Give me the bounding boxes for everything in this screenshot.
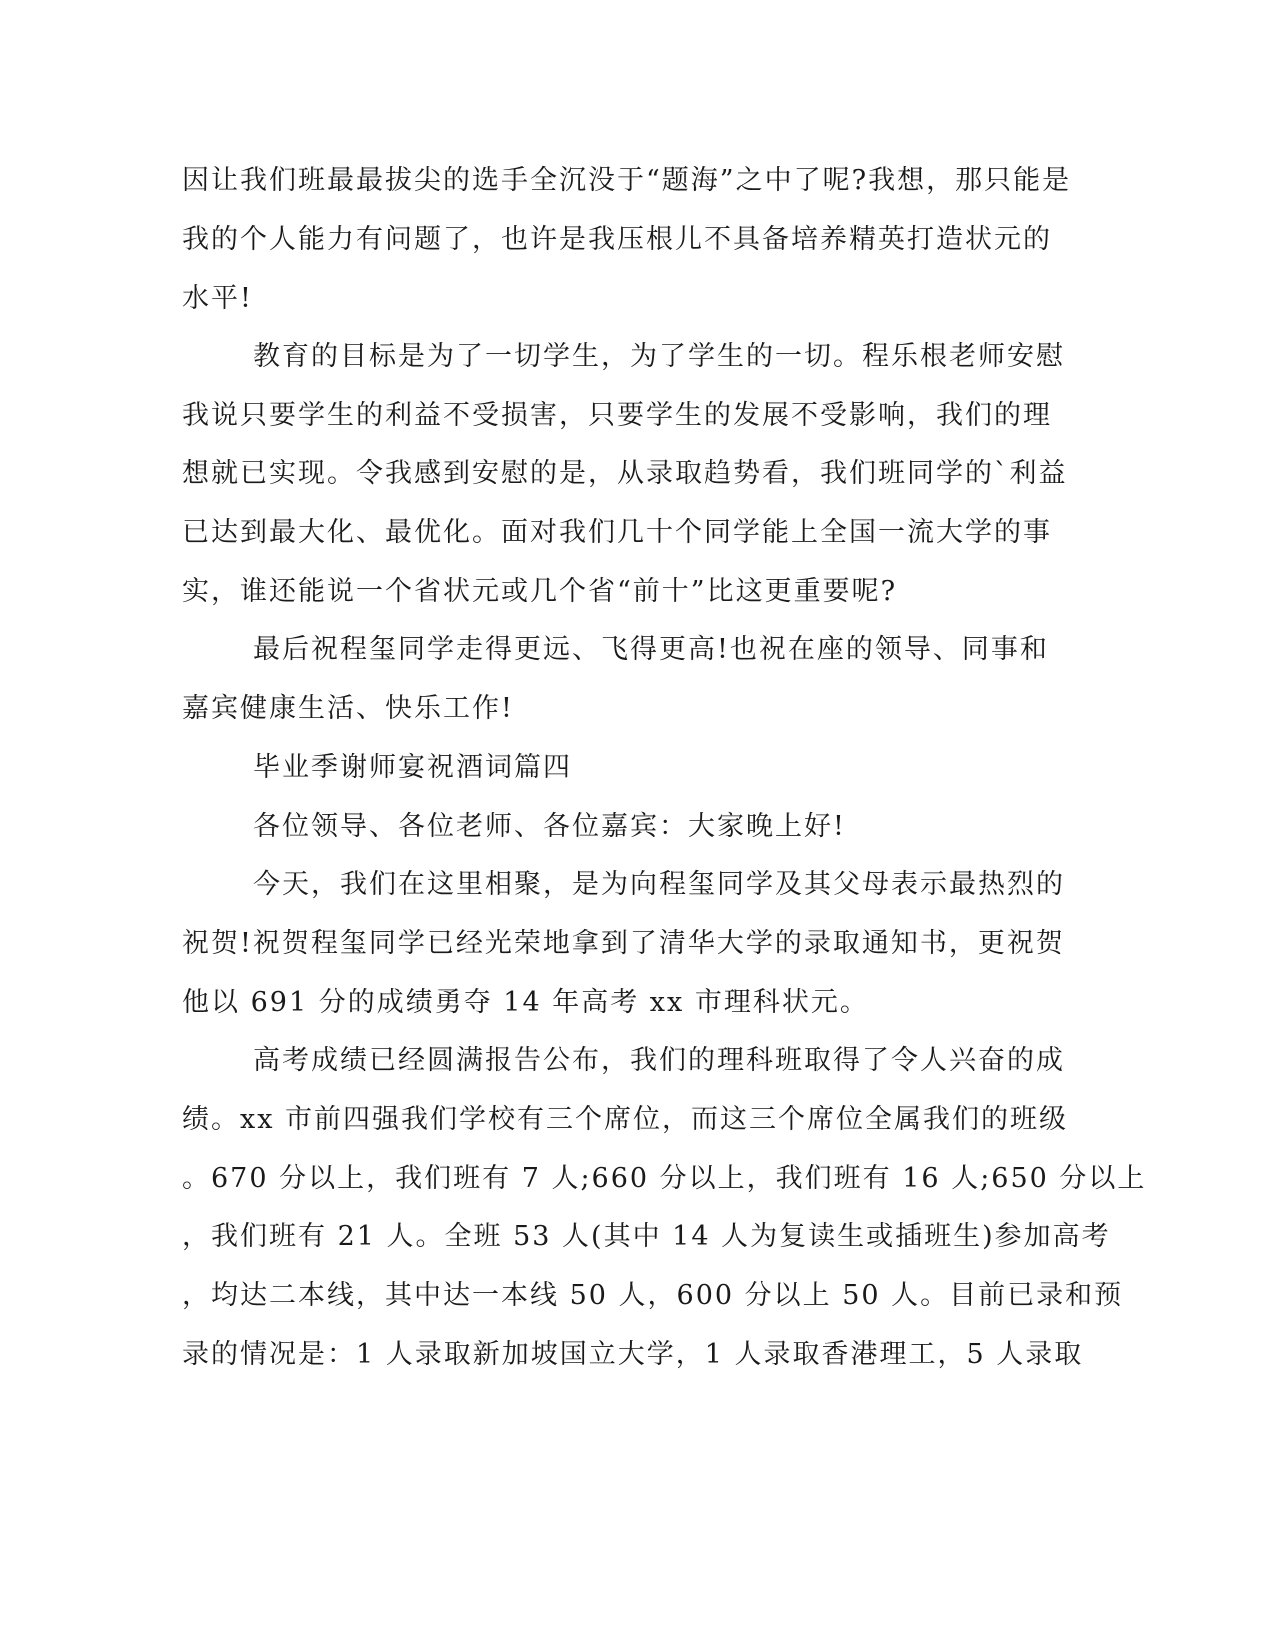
- body-text-line: 最后祝程玺同学走得更远、飞得更高!也祝在座的领导、同事和: [253, 634, 1049, 665]
- body-text-line: 高考成绩已经圆满报告公布，我们的理科班取得了令人兴奋的成: [253, 1045, 1065, 1076]
- body-text-line: 我的个人能力有问题了，也许是我压根儿不具备培养精英打造状元的: [182, 224, 1052, 255]
- body-text-line: 因让我们班最最拔尖的选手全沉没于“题海”之中了呢?我想，那只能是: [182, 165, 1072, 196]
- body-text-line: 。670 分以上，我们班有 7 人;660 分以上，我们班有 16 人;650 分以上: [182, 1163, 1147, 1194]
- body-text-line: 教育的目标是为了一切学生，为了学生的一切。程乐根老师安慰: [253, 341, 1065, 372]
- body-text-line: 我说只要学生的利益不受损害，只要学生的发展不受影响，我们的理: [182, 400, 1052, 431]
- body-text-line: 实，谁还能说一个省状元或几个省“前十”比这更重要呢?: [182, 576, 898, 607]
- body-text-line: 他以 691 分的成绩勇夺 14 年高考 xx 市理科状元。: [182, 987, 869, 1018]
- body-text-line: 水平!: [182, 283, 253, 314]
- body-text-line: 嘉宾健康生活、快乐工作!: [182, 693, 514, 724]
- body-text-line: ，我们班有 21 人。全班 53 人(其中 14 人为复读生或插班生)参加高考: [182, 1221, 1111, 1252]
- body-text-line: 绩。xx 市前四强我们学校有三个席位，而这三个席位全属我们的班级: [182, 1104, 1069, 1135]
- body-text-line: 今天，我们在这里相聚，是为向程玺同学及其父母表示最热烈的: [253, 869, 1065, 900]
- section-heading: 毕业季谢师宴祝酒词篇四: [253, 752, 572, 783]
- salutation-line: 各位领导、各位老师、各位嘉宾：大家晚上好!: [253, 811, 846, 842]
- body-text-line: ，均达二本线，其中达一本线 50 人，600 分以上 50 人。目前已录和预: [182, 1280, 1124, 1311]
- body-text-line: 想就已实现。令我感到安慰的是，从录取趋势看，我们班同学的`利益: [182, 458, 1068, 489]
- body-text-line: 录的情况是：1 人录取新加坡国立大学，1 人录取香港理工，5 人录取: [182, 1339, 1084, 1370]
- body-text-line: 祝贺!祝贺程玺同学已经光荣地拿到了清华大学的录取通知书，更祝贺: [182, 928, 1065, 959]
- body-text-line: 已达到最大化、最优化。面对我们几十个同学能上全国一流大学的事: [182, 517, 1052, 548]
